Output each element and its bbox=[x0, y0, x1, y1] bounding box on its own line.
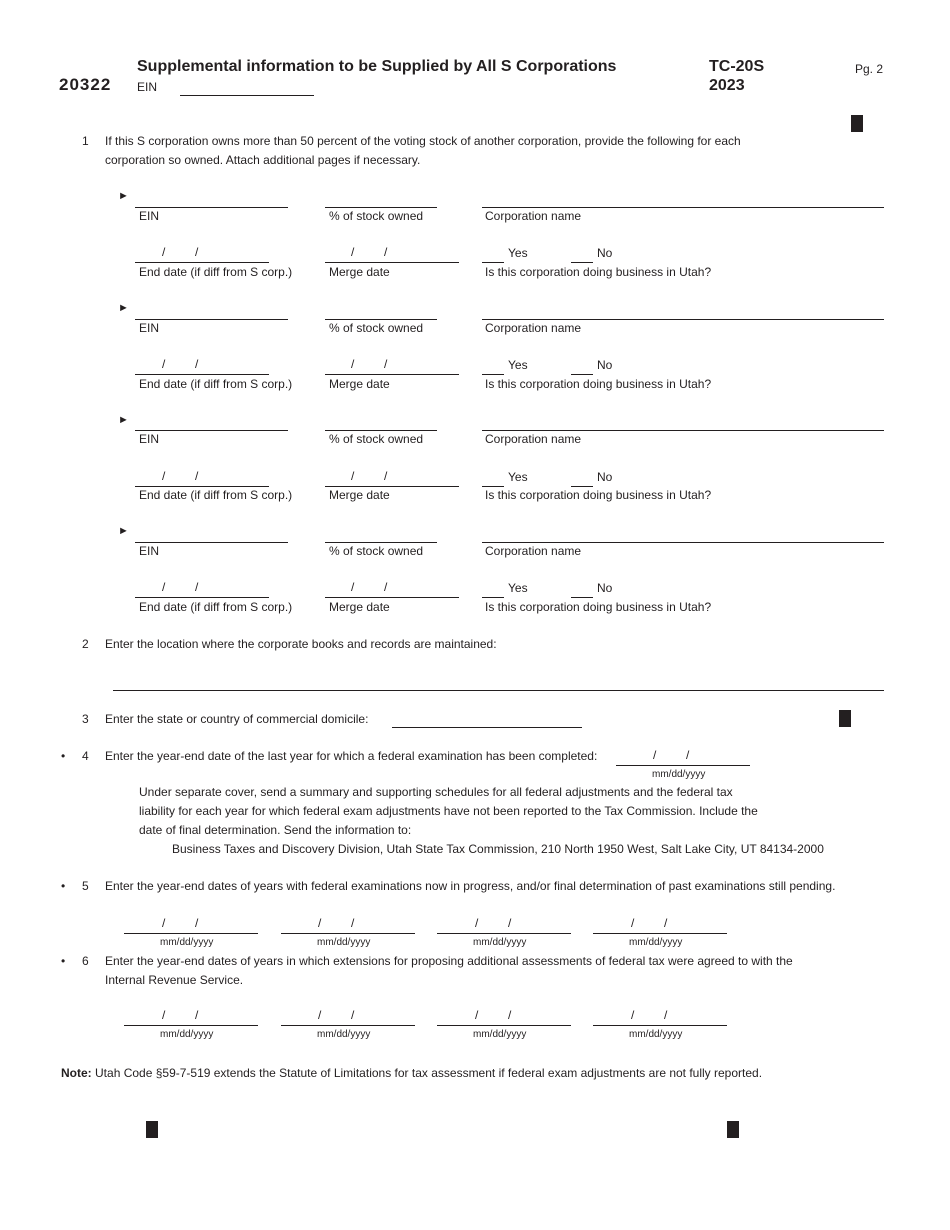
corporation-name-field[interactable] bbox=[482, 319, 884, 320]
corporation-name-field[interactable] bbox=[482, 207, 884, 208]
q4-text: Enter the year-end date of the last year for which a federal examination has been completed: bbox=[105, 749, 598, 763]
no-label: No bbox=[597, 358, 613, 372]
note-text: Utah Code §59-7-519 extends the Statute of Limitations for tax assessment if federal exam adjustments are not fully reported. bbox=[95, 1066, 763, 1080]
date-format-hint: mm/dd/yyyy bbox=[317, 1029, 371, 1040]
yes-label: Yes bbox=[508, 358, 528, 372]
ein-field[interactable] bbox=[135, 430, 288, 431]
no-label: No bbox=[597, 246, 613, 260]
date-separator: / bbox=[162, 245, 166, 259]
stock-pct-field[interactable] bbox=[325, 319, 437, 320]
date-format-hint: mm/dd/yyyy bbox=[473, 937, 527, 948]
date-separator: / bbox=[351, 357, 355, 371]
ein-field[interactable] bbox=[135, 542, 288, 543]
date-separator: / bbox=[195, 580, 199, 594]
date-separator: / bbox=[351, 580, 355, 594]
corporation-name-label: Corporation name bbox=[485, 209, 582, 223]
end-date-label: End date (if diff from S corp.) bbox=[139, 600, 293, 614]
date-separator: / bbox=[686, 748, 690, 762]
date-separator: / bbox=[195, 469, 199, 483]
corporation-name-label: Corporation name bbox=[485, 321, 582, 335]
registration-mark bbox=[146, 1121, 158, 1138]
ein-field[interactable] bbox=[135, 319, 288, 320]
ein-field[interactable] bbox=[135, 207, 288, 208]
date-separator: / bbox=[384, 245, 388, 259]
arrow-icon: ► bbox=[118, 525, 129, 537]
q4-instructions-line1: Under separate cover, send a summary and supporting schedules for all federal adjustments and the federal tax bbox=[139, 785, 733, 799]
arrow-icon: ► bbox=[118, 414, 129, 426]
ein-label: EIN bbox=[139, 321, 160, 335]
date-separator: / bbox=[195, 1008, 199, 1022]
date-separator: / bbox=[631, 1008, 635, 1022]
q4-number: 4 bbox=[82, 749, 89, 763]
arrow-icon: ► bbox=[118, 302, 129, 314]
date-separator: / bbox=[384, 357, 388, 371]
merge-date-field[interactable] bbox=[325, 486, 459, 487]
date-separator: / bbox=[508, 1008, 512, 1022]
last-exam-date-field[interactable] bbox=[616, 765, 750, 766]
date-separator: / bbox=[162, 580, 166, 594]
date-separator: / bbox=[351, 245, 355, 259]
utah-business-question: Is this corporation doing business in Utah? bbox=[485, 600, 712, 614]
ein-label: EIN bbox=[139, 209, 160, 223]
q4-bullet: • bbox=[61, 749, 66, 763]
q1-text-line1: If this S corporation owns more than 50 percent of the voting stock of another corporation, provide the following for each bbox=[105, 134, 741, 148]
corporation-name-label: Corporation name bbox=[485, 432, 582, 446]
no-checkbox[interactable] bbox=[571, 597, 593, 598]
no-checkbox[interactable] bbox=[571, 486, 593, 487]
date-separator: / bbox=[664, 916, 668, 930]
books-location-field[interactable] bbox=[113, 690, 884, 691]
extension-date-field[interactable] bbox=[593, 1025, 727, 1026]
date-format-hint: mm/dd/yyyy bbox=[160, 1029, 214, 1040]
merge-date-label: Merge date bbox=[329, 377, 390, 391]
extension-date-field[interactable] bbox=[281, 1025, 415, 1026]
end-date-label: End date (if diff from S corp.) bbox=[139, 377, 293, 391]
date-format-hint: mm/dd/yyyy bbox=[652, 769, 706, 780]
q3-number: 3 bbox=[82, 712, 89, 726]
q3-text: Enter the state or country of commercial domicile: bbox=[105, 712, 369, 726]
utah-business-question: Is this corporation doing business in Utah? bbox=[485, 377, 712, 391]
registration-mark bbox=[851, 115, 863, 132]
yes-label: Yes bbox=[508, 581, 528, 595]
merge-date-field[interactable] bbox=[325, 374, 459, 375]
merge-date-field[interactable] bbox=[325, 262, 459, 263]
ein-label: EIN bbox=[139, 544, 160, 558]
date-format-hint: mm/dd/yyyy bbox=[473, 1029, 527, 1040]
footnote bbox=[61, 1066, 762, 1080]
q4-instructions-line3: date of final determination. Send the information to: bbox=[139, 823, 412, 837]
date-format-hint: mm/dd/yyyy bbox=[160, 937, 214, 948]
merge-date-label: Merge date bbox=[329, 488, 390, 502]
corporation-name-field[interactable] bbox=[482, 542, 884, 543]
stock-pct-field[interactable] bbox=[325, 542, 437, 543]
date-separator: / bbox=[162, 469, 166, 483]
end-date-field[interactable] bbox=[135, 597, 269, 598]
q6-bullet: • bbox=[61, 954, 66, 968]
note-label: Note: bbox=[61, 1066, 92, 1080]
domicile-field[interactable] bbox=[392, 727, 582, 728]
date-separator: / bbox=[318, 1008, 322, 1022]
q1-text-line2: corporation so owned. Attach additional pages if necessary. bbox=[105, 153, 421, 167]
end-date-label: End date (if diff from S corp.) bbox=[139, 488, 293, 502]
merge-date-label: Merge date bbox=[329, 265, 390, 279]
no-label: No bbox=[597, 581, 613, 595]
registration-mark bbox=[839, 710, 851, 727]
q4-instructions-line2: liability for each year for which federal exam adjustments have not been reported to the Tax Commission. Include the bbox=[139, 804, 758, 818]
date-separator: / bbox=[162, 916, 166, 930]
date-separator: / bbox=[162, 357, 166, 371]
stock-pct-field[interactable] bbox=[325, 207, 437, 208]
page-number: Pg. 2 bbox=[855, 62, 884, 76]
yes-label: Yes bbox=[508, 246, 528, 260]
q5-bullet: • bbox=[61, 879, 66, 893]
exam-date-field[interactable] bbox=[124, 933, 258, 934]
stock-pct-label: % of stock owned bbox=[329, 209, 424, 223]
date-separator: / bbox=[195, 357, 199, 371]
q6-number: 6 bbox=[82, 954, 89, 968]
header-ein-label: EIN bbox=[137, 80, 158, 94]
form-year: 2023 bbox=[709, 77, 745, 94]
date-separator: / bbox=[162, 1008, 166, 1022]
form-code: 20322 bbox=[59, 75, 112, 94]
registration-mark bbox=[727, 1121, 739, 1138]
q1-number: 1 bbox=[82, 134, 89, 148]
date-format-hint: mm/dd/yyyy bbox=[629, 937, 683, 948]
form-id: TC-20S bbox=[709, 58, 765, 75]
date-format-hint: mm/dd/yyyy bbox=[629, 1029, 683, 1040]
exam-date-field[interactable] bbox=[437, 933, 571, 934]
ein-label: EIN bbox=[139, 432, 160, 446]
q6-text-line2: Internal Revenue Service. bbox=[105, 973, 244, 987]
page-title: Supplemental information to be Supplied by All S Corporations bbox=[137, 58, 617, 75]
date-separator: / bbox=[195, 916, 199, 930]
yes-label: Yes bbox=[508, 470, 528, 484]
stock-pct-field[interactable] bbox=[325, 430, 437, 431]
corporation-name-label: Corporation name bbox=[485, 544, 582, 558]
q6-text-line1: Enter the year-end dates of years in which extensions for proposing additional assessments of federal tax were agreed to with the bbox=[105, 954, 793, 968]
yes-checkbox[interactable] bbox=[482, 486, 504, 487]
header-ein-field[interactable] bbox=[180, 95, 314, 96]
merge-date-label: Merge date bbox=[329, 600, 390, 614]
utah-business-question: Is this corporation doing business in Utah? bbox=[485, 488, 712, 502]
q2-number: 2 bbox=[82, 637, 89, 651]
no-label: No bbox=[597, 470, 613, 484]
yes-checkbox[interactable] bbox=[482, 262, 504, 263]
end-date-field[interactable] bbox=[135, 486, 269, 487]
no-checkbox[interactable] bbox=[571, 374, 593, 375]
stock-pct-label: % of stock owned bbox=[329, 321, 424, 335]
date-separator: / bbox=[475, 1008, 479, 1022]
date-separator: / bbox=[384, 580, 388, 594]
date-separator: / bbox=[318, 916, 322, 930]
no-checkbox[interactable] bbox=[571, 262, 593, 263]
date-separator: / bbox=[195, 245, 199, 259]
date-separator: / bbox=[508, 916, 512, 930]
utah-business-question: Is this corporation doing business in Utah? bbox=[485, 265, 712, 279]
yes-checkbox[interactable] bbox=[482, 597, 504, 598]
date-separator: / bbox=[664, 1008, 668, 1022]
exam-date-field[interactable] bbox=[593, 933, 727, 934]
stock-pct-label: % of stock owned bbox=[329, 432, 424, 446]
arrow-icon: ► bbox=[118, 190, 129, 202]
end-date-label: End date (if diff from S corp.) bbox=[139, 265, 293, 279]
end-date-field[interactable] bbox=[135, 374, 269, 375]
stock-pct-label: % of stock owned bbox=[329, 544, 424, 558]
date-separator: / bbox=[351, 916, 355, 930]
date-separator: / bbox=[384, 469, 388, 483]
date-separator: / bbox=[475, 916, 479, 930]
mailing-address: Business Taxes and Discovery Division, Utah State Tax Commission, 210 North 1950 West, Salt Lake City, UT 84134-2000 bbox=[172, 842, 824, 856]
date-separator: / bbox=[631, 916, 635, 930]
end-date-field[interactable] bbox=[135, 262, 269, 263]
extension-date-field[interactable] bbox=[124, 1025, 258, 1026]
yes-checkbox[interactable] bbox=[482, 374, 504, 375]
exam-date-field[interactable] bbox=[281, 933, 415, 934]
date-format-hint: mm/dd/yyyy bbox=[317, 937, 371, 948]
date-separator: / bbox=[351, 469, 355, 483]
q5-number: 5 bbox=[82, 879, 89, 893]
extension-date-field[interactable] bbox=[437, 1025, 571, 1026]
date-separator: / bbox=[653, 748, 657, 762]
date-separator: / bbox=[351, 1008, 355, 1022]
q5-text: Enter the year-end dates of years with federal examinations now in progress, and/or final determination of past examinations still pending. bbox=[105, 879, 836, 893]
q2-text: Enter the location where the corporate books and records are maintained: bbox=[105, 637, 497, 651]
merge-date-field[interactable] bbox=[325, 597, 459, 598]
corporation-name-field[interactable] bbox=[482, 430, 884, 431]
